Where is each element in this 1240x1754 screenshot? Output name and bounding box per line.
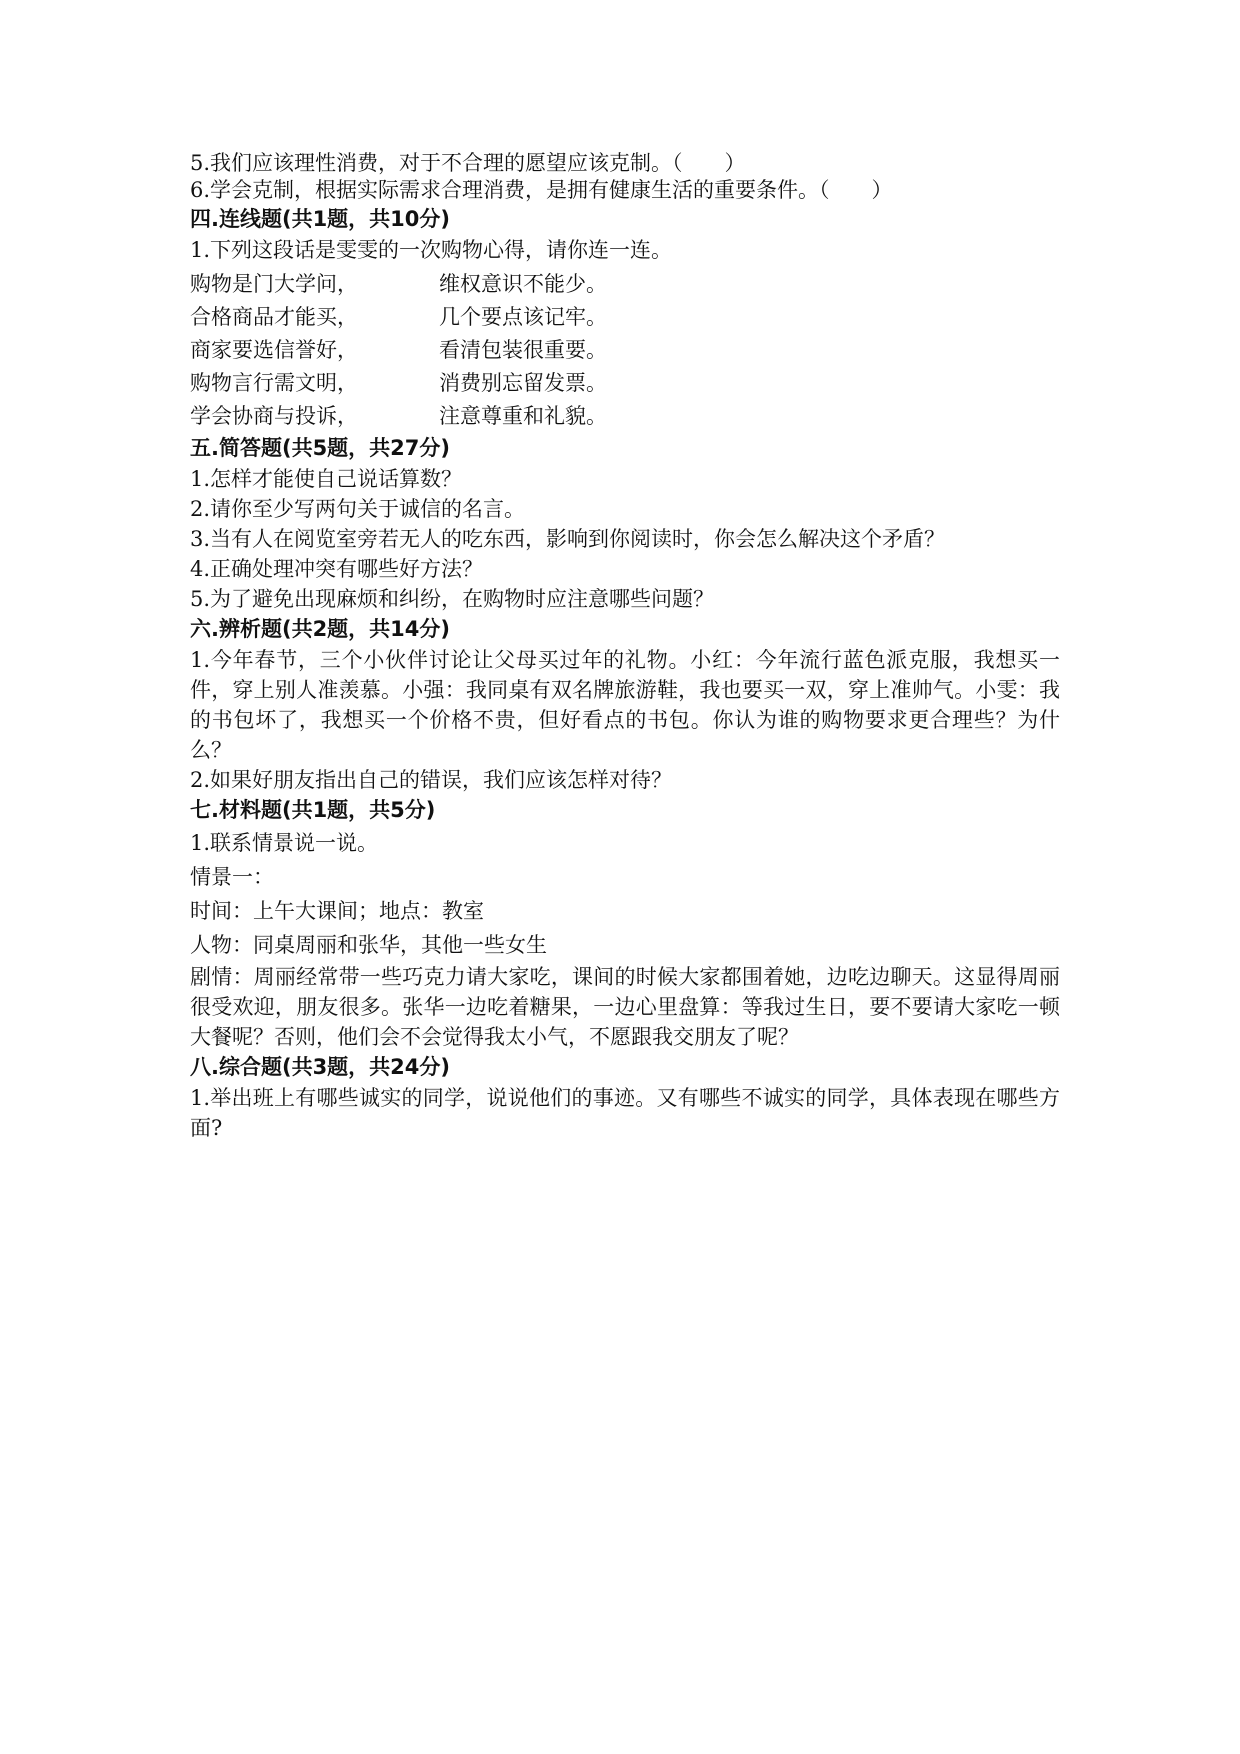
short-answer-5: 5.为了避免出现麻烦和纠纷，在购物时应注意哪些问题？: [190, 587, 715, 611]
matching-pairs: [190, 268, 1060, 433]
matching-left: 商家要选信誉好，: [190, 338, 358, 362]
analysis-question-1: 1.今年春节，三个小伙伴讨论让父母买过年的礼物。小红：今年流行蓝色派克服，我想买一件，穿上别人准羡慕。小强：我同桌有双名牌旅游鞋，我也要买一双，穿上准帅气。小雯：我的书包坏了，我想买一个价格不贵，但好看点的书包。你认为谁的购物要求更合理些？为什么？: [190, 648, 1060, 762]
matching-pair: [190, 268, 1060, 301]
matching-pair: [190, 334, 1060, 367]
matching-right: 注意尊重和礼貌。: [439, 404, 607, 428]
section-8: [190, 1052, 1060, 1143]
section-8-heading: 八.综合题(共3题，共24分): [190, 1055, 451, 1079]
section-6-heading: 六.辨析题(共2题，共14分): [190, 617, 451, 641]
scene-plot: 剧情：周丽经常带一些巧克力请大家吃，课间的时候大家都围着她，边吃边聊天。这显得周丽很受欢迎，朋友很多。张华一边吃着糖果，一边心里盘算：等我过生日，要不要请大家吃一顿大餐呢？否则，他们会不会觉得我太小气，不愿跟我交朋友了呢？: [190, 965, 1060, 1049]
section-4: [190, 204, 1060, 433]
section-7-heading: 七.材料题(共1题，共5分): [190, 798, 436, 822]
analysis-question-2: 2.如果好朋友指出自己的错误，我们应该怎样对待？: [190, 768, 673, 792]
matching-left: 学会协商与投诉，: [190, 404, 358, 428]
matching-right: 消费别忘留发票。: [439, 371, 607, 395]
section-7: [190, 795, 1060, 1052]
matching-pair: [190, 301, 1060, 334]
matching-left: 合格商品才能买，: [190, 305, 358, 329]
exam-page: [190, 150, 1060, 1143]
scene-people: 人物：同桌周丽和张华，其他一些女生: [190, 933, 547, 957]
matching-left: 购物言行需文明，: [190, 371, 358, 395]
section-5-heading: 五.简答题(共5题，共27分): [190, 436, 451, 460]
matching-right: 几个要点该记牢。: [439, 305, 607, 329]
tf-question-6: 6.学会克制，根据实际需求合理消费，是拥有健康生活的重要条件。（ ）: [190, 178, 893, 202]
matching-left: 购物是门大学问，: [190, 272, 358, 296]
section-4-heading: 四.连线题(共1题，共10分): [190, 207, 451, 231]
section-6: [190, 614, 1060, 795]
short-answer-2: 2.请你至少写两句关于诚信的名言。: [190, 497, 526, 521]
short-answer-4: 4.正确处理冲突有哪些好方法？: [190, 557, 484, 581]
short-answer-1: 1.怎样才能使自己说话算数？: [190, 467, 463, 491]
tf-question-5: 5.我们应该理性消费，对于不合理的愿望应该克制。（ ）: [190, 151, 746, 175]
matching-right: 看清包装很重要。: [439, 338, 607, 362]
section-5: [190, 433, 1060, 614]
matching-right: 维权意识不能少。: [439, 272, 607, 296]
matching-pair: [190, 367, 1060, 400]
matching-pair: [190, 400, 1060, 433]
comprehensive-question-1: 1.举出班上有哪些诚实的同学，说说他们的事迹。又有哪些不诚实的同学，具体表现在哪些方面?: [190, 1086, 1060, 1140]
section-3-tail: [190, 150, 1060, 204]
scene-label: 情景一：: [190, 865, 274, 889]
matching-question-1: 1.下列这段话是雯雯的一次购物心得，请你连一连。: [190, 238, 673, 262]
short-answer-3: 3.当有人在阅览室旁若无人的吃东西，影响到你阅读时，你会怎么解决这个矛盾？: [190, 527, 946, 551]
scene-time-place: 时间：上午大课间；地点：教室: [190, 899, 484, 923]
material-question-1: 1.联系情景说一说。: [190, 831, 379, 855]
